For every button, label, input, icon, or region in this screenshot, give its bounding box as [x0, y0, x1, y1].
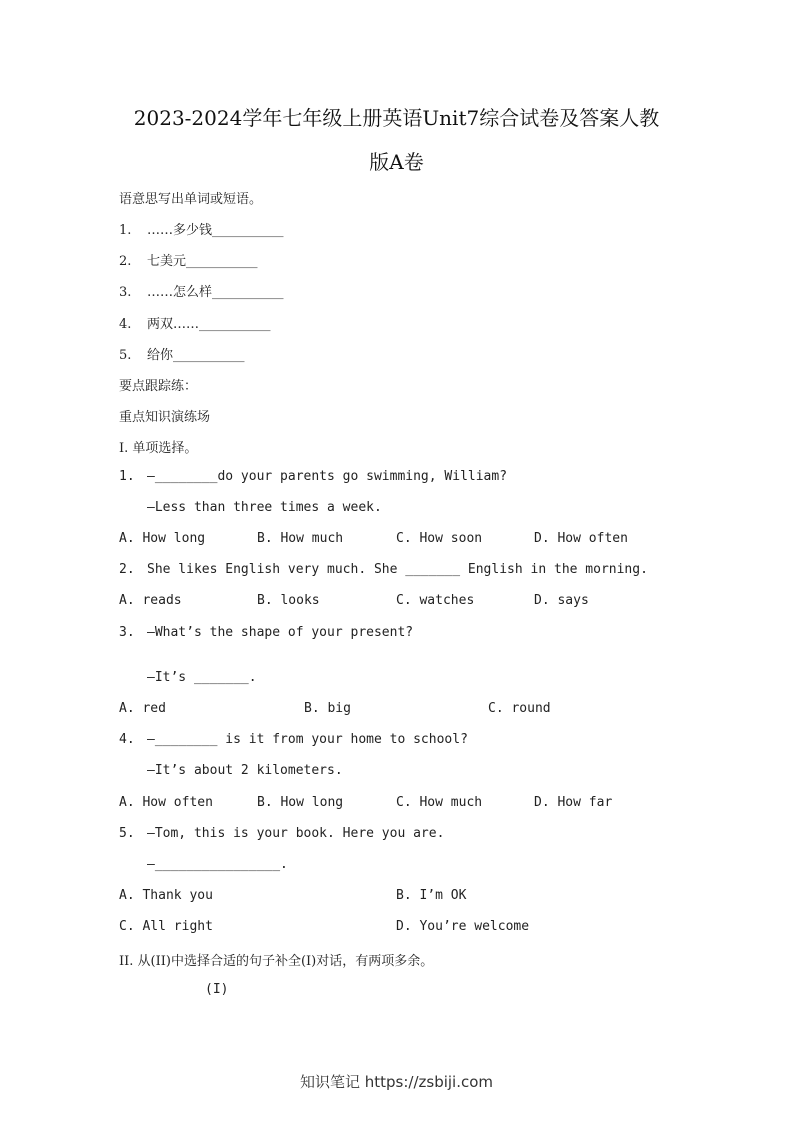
vocab-number: 1. — [119, 223, 132, 238]
question-1-response: —Less than three times a week. — [147, 500, 382, 515]
q2-option-a: A. reads — [119, 593, 182, 608]
q3-option-c: C. round — [488, 701, 551, 716]
vocab-text: ……怎么样___________ — [147, 285, 284, 300]
q4-option-d: D. How far — [534, 795, 613, 810]
part2-subheading: (I) — [205, 982, 229, 997]
question-number: 3. — [119, 625, 135, 640]
q3-option-a: A. red — [119, 701, 166, 716]
practice-heading: 要点跟踪练： — [119, 379, 198, 394]
vocab-text: 七美元___________ — [147, 254, 258, 269]
q4-option-a: A. How often — [119, 795, 213, 810]
question-4 — [119, 732, 468, 747]
vocab-number: 2. — [119, 254, 132, 269]
vocab-number: 5. — [119, 348, 132, 363]
question-number: 1. — [119, 469, 135, 484]
vocab-text: ……多少钱___________ — [147, 223, 284, 238]
q5-option-b: B. I’m OK — [396, 888, 467, 903]
question-1 — [119, 469, 507, 484]
vocab-item-1 — [119, 219, 284, 238]
document-title-line-1: 2023-2024学年七年级上册英语Unit7综合试卷及答案人教 — [133, 106, 660, 130]
vocab-number: 4. — [119, 317, 132, 332]
q5-option-a: A. Thank you — [119, 888, 213, 903]
vocab-instruction: 语意思写出单词或短语。 — [119, 192, 263, 207]
q1-option-d: D. How often — [534, 531, 628, 546]
q1-option-c: C. How soon — [396, 531, 483, 546]
document-title-line-2: 版A卷 — [369, 150, 424, 174]
vocab-text: 给你___________ — [147, 348, 245, 363]
vocab-item-5 — [119, 344, 245, 363]
question-number: 4. — [119, 732, 135, 747]
q3-option-b: B. big — [304, 701, 351, 716]
part2-heading: II. 从(II)中选择合适的句子补全(I)对话，有两项多余。 — [119, 954, 434, 969]
q1-option-a: A. How long — [119, 531, 206, 546]
q4-option-b: B. How long — [257, 795, 344, 810]
vocab-text: 两双……___________ — [147, 317, 271, 332]
focus-heading: 重点知识演练场 — [119, 410, 211, 425]
question-number: 2. — [119, 562, 135, 577]
q1-option-b: B. How much — [257, 531, 344, 546]
question-4-response: —It’s about 2 kilometers. — [147, 763, 343, 778]
vocab-item-3 — [119, 281, 284, 300]
question-number: 5. — [119, 826, 135, 841]
q5-option-c: C. All right — [119, 919, 213, 934]
vocab-number: 3. — [119, 285, 132, 300]
q2-option-c: C. watches — [396, 593, 475, 608]
part1-heading: I. 单项选择。 — [119, 441, 198, 456]
question-5 — [119, 826, 444, 841]
question-5-response: —________________. — [147, 857, 288, 872]
question-text: —________ is it from your home to school? — [147, 732, 468, 747]
question-text: —Tom, this is your book. Here you are. — [147, 826, 445, 841]
q4-option-c: C. How much — [396, 795, 483, 810]
vocab-item-2 — [119, 250, 258, 269]
question-text: —________do your parents go swimming, William? — [147, 469, 508, 484]
q5-option-d: D. You’re welcome — [396, 919, 530, 934]
question-3 — [119, 625, 413, 640]
question-text: —What’s the shape of your present? — [147, 625, 414, 640]
question-2 — [119, 562, 648, 577]
question-3-response: —It’s _______. — [147, 670, 257, 685]
q2-option-d: D. says — [534, 593, 589, 608]
footer-watermark: 知识笔记 https://zsbiji.com — [299, 1073, 494, 1091]
q2-option-b: B. looks — [257, 593, 320, 608]
question-text: She likes English very much. She _______ English in the morning. — [147, 562, 648, 577]
vocab-item-4 — [119, 313, 271, 332]
